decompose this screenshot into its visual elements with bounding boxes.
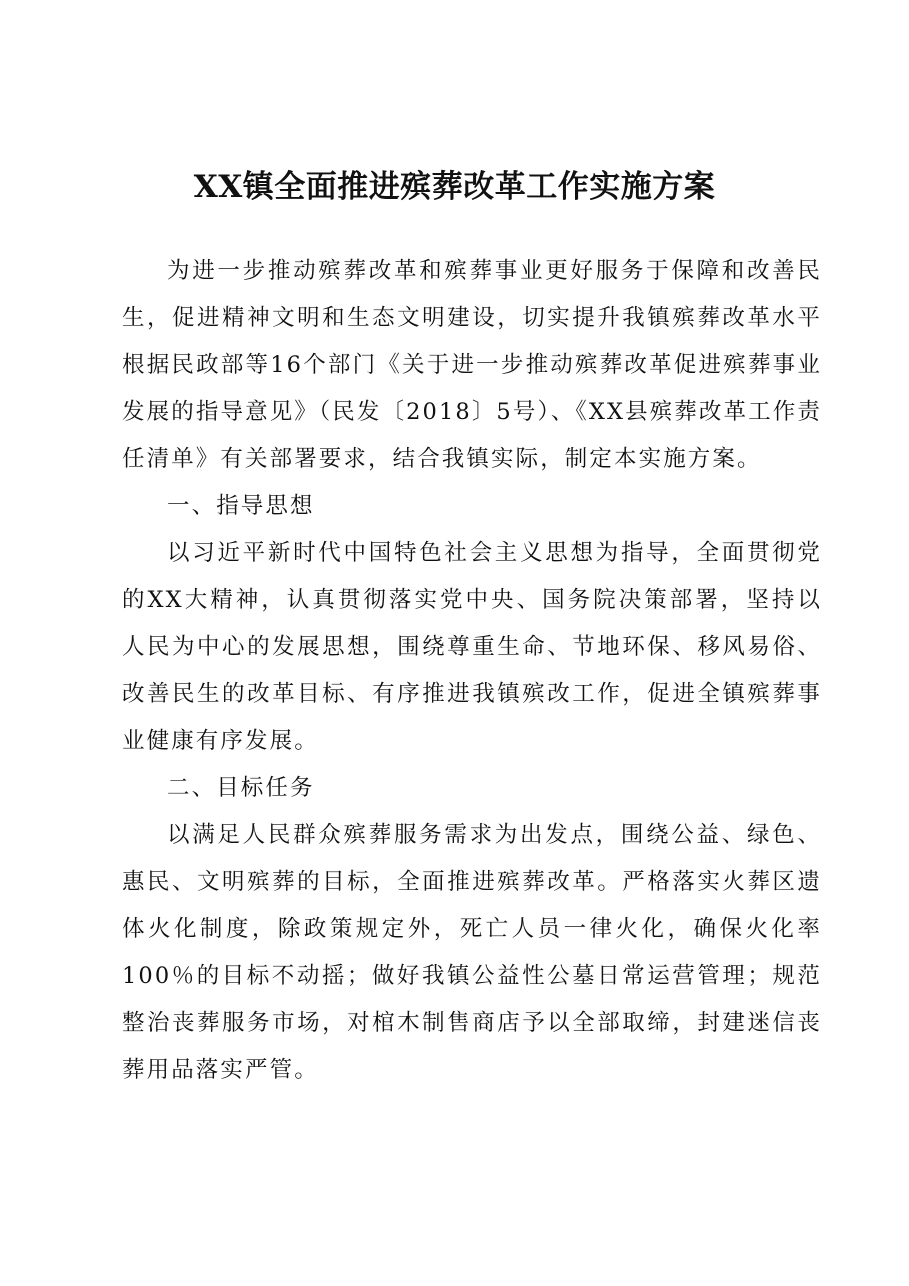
guiding-ideology-paragraph: 以习近平新时代中国特色社会主义思想为指导，全面贯彻党的XX大精神，认真贯彻落实党中央、国务院决策部署，坚持以人民为中心的发展思想，围绕尊重生命、节地环保、移风易俗、改善民生的改革目标、有序推进我镇殡改工作，促进全镇殡葬事业健康有序发展。 xyxy=(122,540,822,754)
objectives-paragraph: 以满足人民群众殡葬服务需求为出发点，围绕公益、绿色、惠民、文明殡葬的目标，全面推进殡葬改革。严格落实火葬区遗体火化制度，除政策规定外，死亡人员一律火化，确保火化率100％的目标不动摇；做好我镇公益性公墓日常运营管理；规范整治丧葬服务市场，对棺木制售商店予以全部取缔，封建迷信丧葬用品落实严管。 xyxy=(122,822,822,1083)
document-title: XX镇全面推进殡葬改革工作实施方案 xyxy=(193,169,716,205)
section-heading-objectives: 二、目标任务 xyxy=(167,775,315,801)
intro-paragraph: 为进一步推动殡葬改革和殡葬事业更好服务于保障和改善民生，促进精神文明和生态文明建设，切实提升我镇殡葬改革水平根据民政部等16个部门《关于进一步推动殡葬改革促进殡葬事业发展的指导意见》（民发〔2018〕5号）、《XX县殡葬改革工作责任清单》有关部署要求，结合我镇实际，制定本实施方案。 xyxy=(122,258,822,472)
section-heading-guiding-ideology: 一、指导思想 xyxy=(167,493,315,519)
document-body xyxy=(122,248,822,1094)
